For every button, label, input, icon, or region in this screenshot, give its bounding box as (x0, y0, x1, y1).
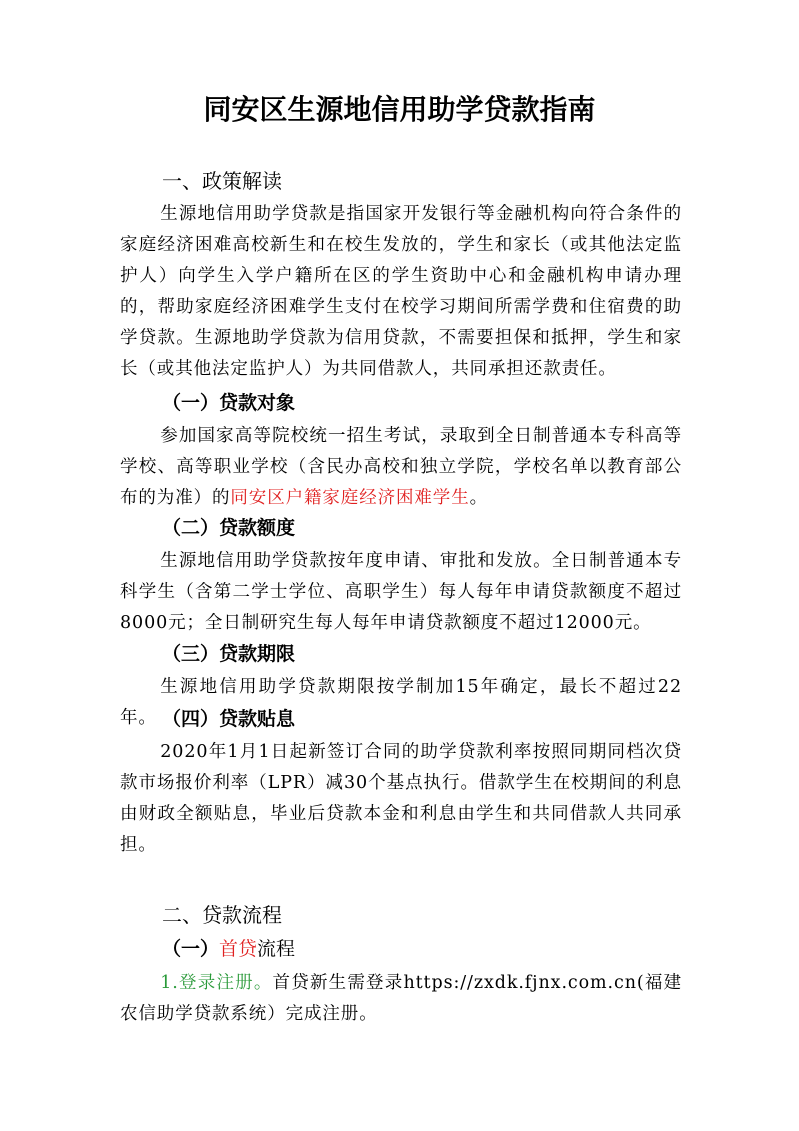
step-register-label: 1.登录注册。 (160, 973, 273, 993)
document-title: 同安区生源地信用助学贷款指南 (203, 93, 596, 126)
loan-amount-paragraph: 生源地信用助学贷款按年度申请、审批和发放。全日制普通本专科学生（含第二学士学位、高职学生）每人每年申请贷款额度不超过8000元；全日制研究生每人每年申请贷款额度不超过12000元。 (120, 551, 682, 633)
step-register-paragraph (120, 968, 682, 1030)
subheading-loan-amount: （二）贷款额度 (162, 517, 296, 539)
section-heading-policy: 一、政策解读 (162, 169, 282, 193)
loan-target-highlight: 同安区户籍家庭经济困难学生 (230, 488, 470, 508)
step-register-text: 首贷新生需登录https://zxdk.fjnx.com.cn(福建农信助学贷款系统）完成注册。 (120, 973, 683, 1024)
loan-term-paragraph: 生源地信用助学贷款期限按学制加15年确定，最长不超过22年。 (120, 677, 682, 728)
subheading-loan-term: （三）贷款期限 (162, 643, 296, 665)
first-loan-prefix: （一） (162, 938, 220, 960)
first-loan-suffix: 流程 (257, 938, 296, 960)
loan-target-text-end: 。 (469, 488, 489, 508)
subheading-loan-target: （一）贷款对象 (162, 392, 296, 414)
loan-target-paragraph (120, 421, 682, 514)
section-heading-process: 二、贷款流程 (162, 903, 282, 927)
loan-target-text: 参加国家高等院校统一招生考试，录取到全日制普通本专科高等学校、高等职业学校（含民办高校和独立学院，学校名单以教育部公布的为准）的 (120, 426, 682, 508)
first-loan-highlight: 首贷 (219, 938, 258, 960)
subheading-loan-subsidy: （四）贷款贴息 (162, 708, 296, 730)
policy-intro-paragraph: 生源地信用助学贷款是指国家开发银行等金融机构向符合条件的家庭经济困难高校新生和在校生发放的，学生和家长（或其他法定监护人）向学生入学户籍所在区的学生资助中心和金融机构申请办理的，帮助家庭经济困难学生支付在校学习期间所需学费和住宿费的助学贷款。生源地助学贷款为信用贷款，不需要担保和抵押，学生和家长（或其他法定监护人）为共同借款人，共同承担还款责任。 (120, 204, 682, 379)
loan-subsidy-paragraph: 2020年1月1日起新签订合同的助学贷款利率按照同期同档次贷款市场报价利率（LPR）减30个基点执行。借款学生在校期间的利息由财政全额贴息，毕业后贷款本金和利息由学生和共同借款人共同承担。 (120, 742, 682, 855)
subheading-first-loan (162, 935, 295, 963)
